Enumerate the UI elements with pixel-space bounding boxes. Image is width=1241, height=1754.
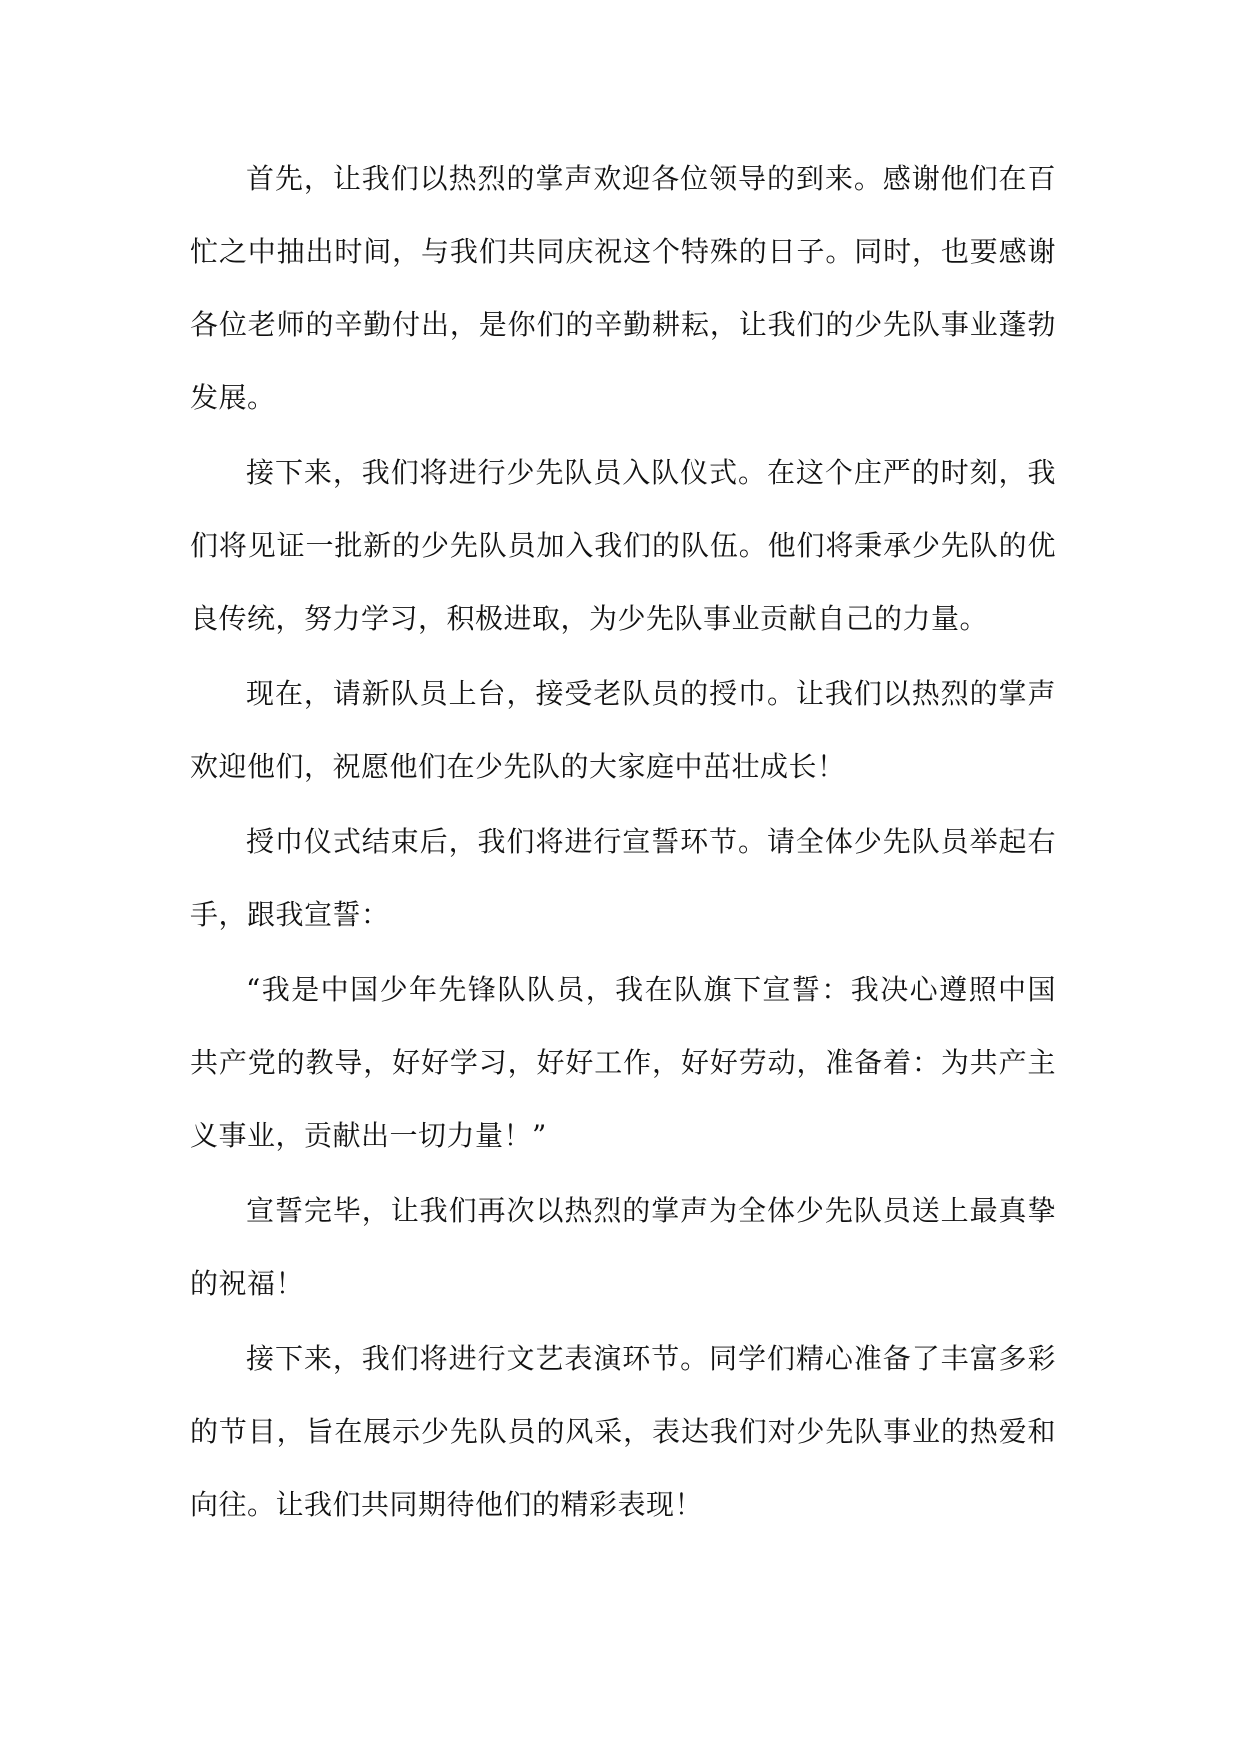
document-body (190, 142, 1056, 1541)
paragraph-induction-ceremony: 接下来，我们将进行少先队员入队仪式。在这个庄严的时刻，我们将见证一批新的少先队员加入我们的队伍。他们将秉承少先队的优良传统，努力学习，积极进取，为少先队事业贡献自己的力量。 (190, 456, 1056, 635)
paragraph-oath-text: “我是中国少年先锋队队员，我在队旗下宣誓：我决心遵照中国共产党的教导，好好学习，好好工作，好好劳动，准备着：为共产主义事业，贡献出一切力量！” (190, 973, 1056, 1152)
paragraph-oath-intro: 授巾仪式结束后，我们将进行宣誓环节。请全体少先队员举起右手，跟我宣誓： (190, 825, 1056, 931)
paragraph-performance: 接下来，我们将进行文艺表演环节。同学们精心准备了丰富多彩的节目，旨在展示少先队员的风采，表达我们对少先队事业的热爱和向往。让我们共同期待他们的精彩表现！ (190, 1342, 1056, 1521)
paragraph-welcome-leaders: 首先，让我们以热烈的掌声欢迎各位领导的到来。感谢他们在百忙之中抽出时间，与我们共同庆祝这个特殊的日子。同时，也要感谢各位老师的辛勤付出，是你们的辛勤耕耘，让我们的少先队事业蓬勃发展。 (190, 162, 1056, 414)
paragraph-scarf-presentation: 现在，请新队员上台，接受老队员的授巾。让我们以热烈的掌声欢迎他们，祝愿他们在少先队的大家庭中茁壮成长！ (190, 677, 1056, 783)
paragraph-oath-complete: 宣誓完毕，让我们再次以热烈的掌声为全体少先队员送上最真挚的祝福！ (190, 1194, 1056, 1300)
